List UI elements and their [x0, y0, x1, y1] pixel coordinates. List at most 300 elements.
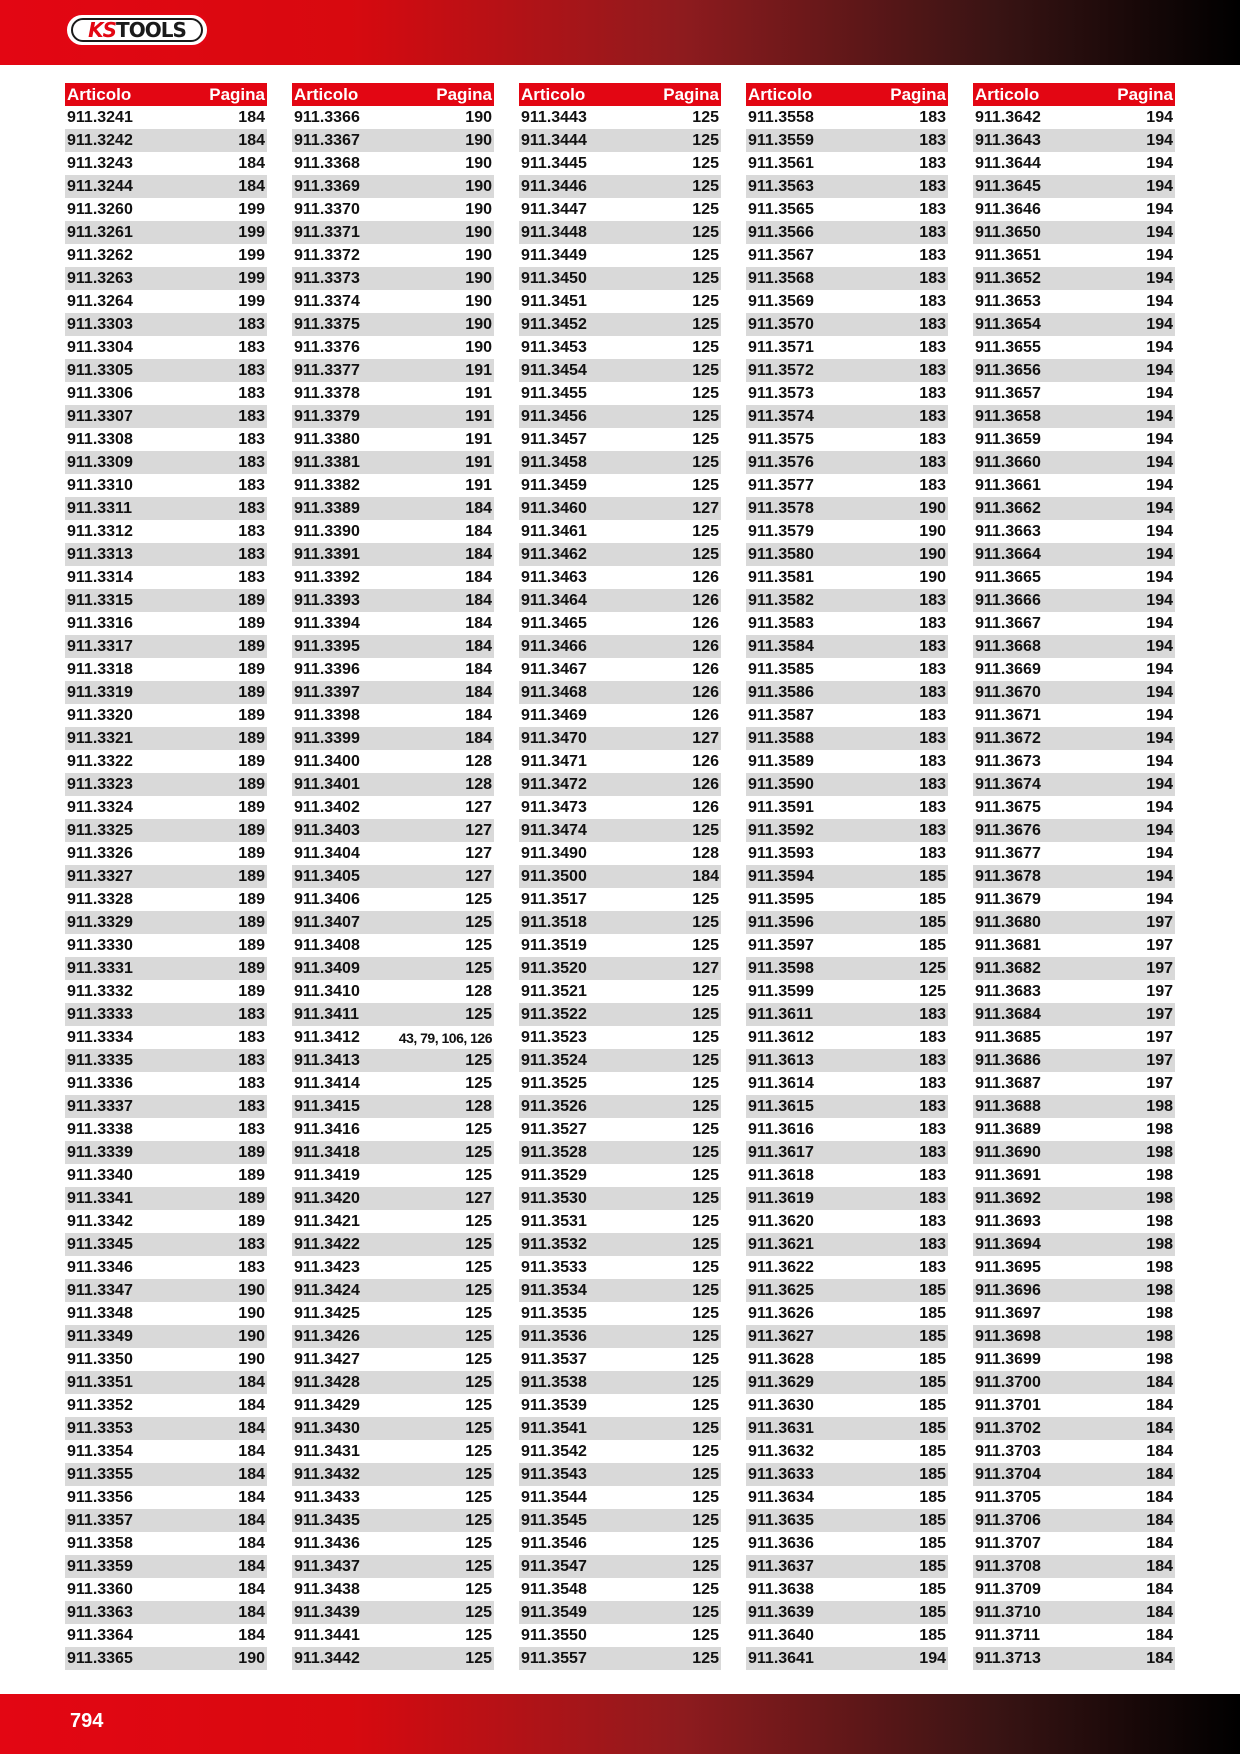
- table-row: [973, 1555, 1175, 1578]
- table-row: [519, 566, 721, 589]
- table-row: [65, 290, 267, 313]
- table-row: [65, 566, 267, 589]
- page-number: 794: [70, 1710, 104, 1732]
- page-reference: 125: [465, 1419, 492, 1437]
- article-number: 911.3703: [975, 1442, 1041, 1460]
- article-number: 911.3429: [294, 1396, 360, 1414]
- table-row: [973, 1417, 1175, 1440]
- page-reference: 194: [1146, 223, 1173, 241]
- page-reference: 198: [1146, 1327, 1173, 1345]
- index-column: [519, 83, 721, 1670]
- table-row: [519, 1141, 721, 1164]
- table-row: [519, 934, 721, 957]
- logo-tools-text: TOOLS: [116, 18, 186, 42]
- page-reference: 184: [465, 591, 492, 609]
- page-reference: 125: [465, 1649, 492, 1667]
- article-number: 911.3665: [975, 568, 1041, 586]
- article-number: 911.3370: [294, 200, 360, 218]
- table-row: [746, 865, 948, 888]
- page-reference: 183: [919, 131, 946, 149]
- page-reference: 184: [1146, 1557, 1173, 1575]
- article-number: 911.3528: [521, 1143, 587, 1161]
- table-row: [746, 750, 948, 773]
- page-reference: 183: [238, 384, 265, 402]
- page-reference: 198: [1146, 1258, 1173, 1276]
- table-row: [973, 1210, 1175, 1233]
- table-row: [292, 359, 494, 382]
- page-reference: 189: [238, 729, 265, 747]
- page-reference: 183: [919, 177, 946, 195]
- article-number: 911.3315: [67, 591, 133, 609]
- table-row: [973, 1026, 1175, 1049]
- article-number: 911.3264: [67, 292, 133, 310]
- page-reference: 190: [465, 200, 492, 218]
- table-row: [973, 911, 1175, 934]
- table-row: [973, 1509, 1175, 1532]
- article-number: 911.3547: [521, 1557, 587, 1575]
- table-row: [292, 221, 494, 244]
- page-reference: 185: [919, 1488, 946, 1506]
- article-number: 911.3663: [975, 522, 1041, 540]
- page-reference: 194: [1146, 269, 1173, 287]
- article-number: 911.3529: [521, 1166, 587, 1184]
- table-row: [65, 244, 267, 267]
- page-reference: 189: [238, 959, 265, 977]
- page-reference: 189: [238, 936, 265, 954]
- table-row: [746, 681, 948, 704]
- article-number: 911.3520: [521, 959, 587, 977]
- table-row: [292, 1049, 494, 1072]
- article-number: 911.3644: [975, 154, 1041, 172]
- page-reference: 126: [692, 637, 719, 655]
- article-number: 911.3658: [975, 407, 1041, 425]
- article-number: 911.3428: [294, 1373, 360, 1391]
- table-row: [746, 980, 948, 1003]
- table-row: [973, 313, 1175, 336]
- article-number: 911.3469: [521, 706, 587, 724]
- page-reference: 125: [465, 1488, 492, 1506]
- table-row: [292, 451, 494, 474]
- article-number: 911.3543: [521, 1465, 587, 1483]
- article-number: 911.3626: [748, 1304, 814, 1322]
- article-number: 911.3453: [521, 338, 587, 356]
- table-row: [746, 221, 948, 244]
- table-row: [519, 911, 721, 934]
- table-row: [519, 382, 721, 405]
- table-row: [65, 635, 267, 658]
- table-row: [746, 911, 948, 934]
- article-number: 911.3500: [521, 867, 587, 885]
- table-row: [65, 221, 267, 244]
- article-number: 911.3522: [521, 1005, 587, 1023]
- page-reference: 185: [919, 890, 946, 908]
- table-row: [519, 1210, 721, 1233]
- column-header: [973, 83, 1175, 106]
- page-reference: 189: [238, 706, 265, 724]
- article-number: 911.3683: [975, 982, 1041, 1000]
- article-number: 911.3443: [521, 108, 587, 126]
- table-row: [519, 290, 721, 313]
- table-row: [746, 1440, 948, 1463]
- table-row: [746, 129, 948, 152]
- page-reference: 184: [238, 1373, 265, 1391]
- page-reference: 194: [1146, 844, 1173, 862]
- table-row: [746, 658, 948, 681]
- page-reference: 184: [238, 1396, 265, 1414]
- article-number: 911.3625: [748, 1281, 814, 1299]
- article-number: 911.3312: [67, 522, 133, 540]
- page-reference: 184: [238, 1465, 265, 1483]
- table-row: [292, 1072, 494, 1095]
- article-number: 911.3408: [294, 936, 360, 954]
- article-number: 911.3621: [748, 1235, 814, 1253]
- article-number: 911.3680: [975, 913, 1041, 931]
- article-number: 911.3651: [975, 246, 1041, 264]
- table-row: [746, 704, 948, 727]
- table-row: [973, 773, 1175, 796]
- article-number: 911.3404: [294, 844, 360, 862]
- table-row: [746, 1302, 948, 1325]
- table-row: [519, 359, 721, 382]
- table-row: [973, 681, 1175, 704]
- table-row: [973, 1279, 1175, 1302]
- table-row: [973, 1233, 1175, 1256]
- article-number: 911.3437: [294, 1557, 360, 1575]
- page-reference: 125: [692, 982, 719, 1000]
- article-number: 911.3430: [294, 1419, 360, 1437]
- article-number: 911.3337: [67, 1097, 133, 1115]
- article-number: 911.3340: [67, 1166, 133, 1184]
- article-number: 911.3542: [521, 1442, 587, 1460]
- table-row: [292, 428, 494, 451]
- table-row: [292, 1256, 494, 1279]
- article-number: 911.3592: [748, 821, 814, 839]
- page-reference: 125: [692, 154, 719, 172]
- table-row: [292, 497, 494, 520]
- table-row: [519, 520, 721, 543]
- page-reference: 183: [238, 476, 265, 494]
- table-row: [292, 681, 494, 704]
- table-row: [292, 612, 494, 635]
- table-row: [292, 589, 494, 612]
- table-row: [519, 129, 721, 152]
- article-number: 911.3455: [521, 384, 587, 402]
- page-reference: 184: [1146, 1465, 1173, 1483]
- page-reference: 183: [919, 798, 946, 816]
- page-reference: 183: [919, 430, 946, 448]
- article-number: 911.3525: [521, 1074, 587, 1092]
- page-reference: 184: [465, 545, 492, 563]
- table-row: [292, 865, 494, 888]
- article-number: 911.3524: [521, 1051, 587, 1069]
- article-number: 911.3690: [975, 1143, 1041, 1161]
- page-reference: 189: [238, 1212, 265, 1230]
- page-reference: 183: [919, 1005, 946, 1023]
- table-row: [746, 175, 948, 198]
- table-row: [519, 1302, 721, 1325]
- page-reference: 126: [692, 798, 719, 816]
- page-reference: 184: [1146, 1373, 1173, 1391]
- table-row: [973, 244, 1175, 267]
- article-number: 911.3331: [67, 959, 133, 977]
- page-reference: 125: [692, 384, 719, 402]
- article-number: 911.3241: [67, 108, 133, 126]
- page-reference: 125: [465, 1212, 492, 1230]
- page-reference: 125: [692, 1603, 719, 1621]
- article-number: 911.3661: [975, 476, 1041, 494]
- column-header: [292, 83, 494, 106]
- page-reference: 194: [1146, 499, 1173, 517]
- table-row: [292, 1279, 494, 1302]
- article-number: 911.3532: [521, 1235, 587, 1253]
- page-reference: 194: [1146, 867, 1173, 885]
- page-reference: 194: [1146, 108, 1173, 126]
- article-number: 911.3309: [67, 453, 133, 471]
- article-number: 911.3435: [294, 1511, 360, 1529]
- page-reference: 125: [692, 1649, 719, 1667]
- article-number: 911.3565: [748, 200, 814, 218]
- article-number: 911.3670: [975, 683, 1041, 701]
- page-reference: 125: [692, 269, 719, 287]
- article-number: 911.3691: [975, 1166, 1041, 1184]
- table-row: [292, 1233, 494, 1256]
- page-reference: 194: [1146, 660, 1173, 678]
- article-number: 911.3591: [748, 798, 814, 816]
- table-row: [973, 635, 1175, 658]
- table-row: [292, 635, 494, 658]
- page-reference: 184: [1146, 1626, 1173, 1644]
- article-number: 911.3667: [975, 614, 1041, 632]
- table-row: [519, 1440, 721, 1463]
- page-reference: 127: [692, 729, 719, 747]
- table-row: [65, 1555, 267, 1578]
- article-number: 911.3536: [521, 1327, 587, 1345]
- table-row: [973, 336, 1175, 359]
- article-number: 911.3594: [748, 867, 814, 885]
- article-number: 911.3548: [521, 1580, 587, 1598]
- table-row: [65, 957, 267, 980]
- article-number: 911.3535: [521, 1304, 587, 1322]
- table-row: [746, 267, 948, 290]
- article-number: 911.3682: [975, 959, 1041, 977]
- article-number: 911.3574: [748, 407, 814, 425]
- page-reference: 125: [692, 430, 719, 448]
- article-number: 911.3472: [521, 775, 587, 793]
- page-reference: 125: [692, 1120, 719, 1138]
- table-row: [746, 1486, 948, 1509]
- page-reference: 127: [692, 959, 719, 977]
- table-row: [746, 1003, 948, 1026]
- page-reference: 125: [692, 108, 719, 126]
- page-reference: 184: [238, 1442, 265, 1460]
- table-row: [292, 980, 494, 1003]
- table-row: [65, 1394, 267, 1417]
- article-number: 911.3442: [294, 1649, 360, 1667]
- table-row: [65, 1233, 267, 1256]
- article-number: 911.3572: [748, 361, 814, 379]
- table-row: [292, 1003, 494, 1026]
- article-number: 911.3359: [67, 1557, 133, 1575]
- page-reference: 125: [692, 1143, 719, 1161]
- table-row: [746, 1279, 948, 1302]
- page-reference: 183: [919, 476, 946, 494]
- table-row: [65, 1371, 267, 1394]
- table-row: [292, 658, 494, 681]
- table-row: [746, 1555, 948, 1578]
- article-number: 911.3696: [975, 1281, 1041, 1299]
- table-row: [973, 1486, 1175, 1509]
- page-reference: 183: [238, 407, 265, 425]
- page-reference: 183: [238, 545, 265, 563]
- article-number: 911.3710: [975, 1603, 1041, 1621]
- article-number: 911.3474: [521, 821, 587, 839]
- page-reference: 183: [919, 315, 946, 333]
- article-number: 911.3705: [975, 1488, 1041, 1506]
- table-row: [746, 819, 948, 842]
- article-number: 911.3369: [294, 177, 360, 195]
- table-row: [746, 1026, 948, 1049]
- page-reference: 185: [919, 1396, 946, 1414]
- table-row: [65, 106, 267, 129]
- article-number: 911.3473: [521, 798, 587, 816]
- page-reference: 183: [919, 292, 946, 310]
- article-number: 911.3375: [294, 315, 360, 333]
- article-number: 911.3671: [975, 706, 1041, 724]
- page-reference: 197: [1146, 1028, 1173, 1046]
- article-number: 911.3243: [67, 154, 133, 172]
- page-reference: 125: [465, 913, 492, 931]
- page-reference: 194: [1146, 246, 1173, 264]
- page-reference: 183: [919, 775, 946, 793]
- table-row: [65, 888, 267, 911]
- page-reference: 125: [465, 1143, 492, 1161]
- table-row: [292, 336, 494, 359]
- page-reference: 190: [465, 108, 492, 126]
- page-reference: 184: [465, 660, 492, 678]
- article-number: 911.3706: [975, 1511, 1041, 1529]
- page-reference: 126: [692, 591, 719, 609]
- table-row: [973, 382, 1175, 405]
- table-row: [973, 1072, 1175, 1095]
- table-row: [65, 1210, 267, 1233]
- article-number: 911.3637: [748, 1557, 814, 1575]
- table-row: [292, 290, 494, 313]
- article-number: 911.3366: [294, 108, 360, 126]
- header-article-label: Articolo: [294, 84, 359, 104]
- article-number: 911.3242: [67, 131, 133, 149]
- article-number: 911.3563: [748, 177, 814, 195]
- page-reference: 183: [919, 821, 946, 839]
- page-reference: 194: [1146, 177, 1173, 195]
- table-row: [292, 520, 494, 543]
- table-row: [973, 1256, 1175, 1279]
- table-row: [65, 980, 267, 1003]
- table-row: [973, 727, 1175, 750]
- table-row: [292, 1394, 494, 1417]
- table-row: [519, 635, 721, 658]
- article-number: 911.3382: [294, 476, 360, 494]
- table-row: [292, 1578, 494, 1601]
- article-number: 911.3597: [748, 936, 814, 954]
- table-row: [519, 474, 721, 497]
- table-row: [746, 152, 948, 175]
- table-row: [519, 267, 721, 290]
- article-number: 911.3698: [975, 1327, 1041, 1345]
- table-row: [746, 1141, 948, 1164]
- table-row: [973, 1325, 1175, 1348]
- article-number: 911.3415: [294, 1097, 360, 1115]
- page-reference: 194: [1146, 522, 1173, 540]
- article-number: 911.3460: [521, 499, 587, 517]
- page-reference: 125: [692, 1373, 719, 1391]
- table-row: [973, 1601, 1175, 1624]
- page-reference: 194: [1146, 407, 1173, 425]
- article-number: 911.3534: [521, 1281, 587, 1299]
- table-row: [519, 1026, 721, 1049]
- table-row: [292, 1601, 494, 1624]
- article-number: 911.3325: [67, 821, 133, 839]
- article-number: 911.3523: [521, 1028, 587, 1046]
- table-row: [519, 1394, 721, 1417]
- table-row: [292, 129, 494, 152]
- table-row: [519, 681, 721, 704]
- article-number: 911.3389: [294, 499, 360, 517]
- page-reference: 194: [1146, 361, 1173, 379]
- page-reference: 194: [1146, 568, 1173, 586]
- article-number: 911.3617: [748, 1143, 814, 1161]
- table-row: [65, 819, 267, 842]
- article-number: 911.3656: [975, 361, 1041, 379]
- table-row: [973, 497, 1175, 520]
- table-row: [973, 175, 1175, 198]
- table-row: [292, 1509, 494, 1532]
- article-number: 911.3707: [975, 1534, 1041, 1552]
- table-row: [746, 497, 948, 520]
- page-reference: 125: [692, 1511, 719, 1529]
- page-reference: 125: [692, 1419, 719, 1437]
- article-number: 911.3446: [521, 177, 587, 195]
- article-number: 911.3436: [294, 1534, 360, 1552]
- page-reference: 125: [465, 1557, 492, 1575]
- page-reference: 125: [692, 913, 719, 931]
- table-row: [65, 681, 267, 704]
- page-reference: 126: [692, 683, 719, 701]
- page-reference: 125: [465, 1281, 492, 1299]
- article-number: 911.3595: [748, 890, 814, 908]
- article-number: 911.3662: [975, 499, 1041, 517]
- article-number: 911.3304: [67, 338, 133, 356]
- table-row: [65, 750, 267, 773]
- article-number: 911.3405: [294, 867, 360, 885]
- page-reference: 198: [1146, 1120, 1173, 1138]
- article-number: 911.3360: [67, 1580, 133, 1598]
- article-number: 911.3433: [294, 1488, 360, 1506]
- page-reference: 185: [919, 1626, 946, 1644]
- page-reference: 190: [238, 1327, 265, 1345]
- table-row: [746, 198, 948, 221]
- article-number: 911.3612: [748, 1028, 814, 1046]
- article-number: 911.3378: [294, 384, 360, 402]
- article-number: 911.3432: [294, 1465, 360, 1483]
- page-reference: 183: [238, 453, 265, 471]
- article-number: 911.3589: [748, 752, 814, 770]
- page-reference: 183: [919, 844, 946, 862]
- page-reference: 194: [1146, 200, 1173, 218]
- page-reference: 184: [1146, 1534, 1173, 1552]
- article-number: 911.3713: [975, 1649, 1041, 1667]
- page-reference: 198: [1146, 1235, 1173, 1253]
- page-reference: 183: [238, 1005, 265, 1023]
